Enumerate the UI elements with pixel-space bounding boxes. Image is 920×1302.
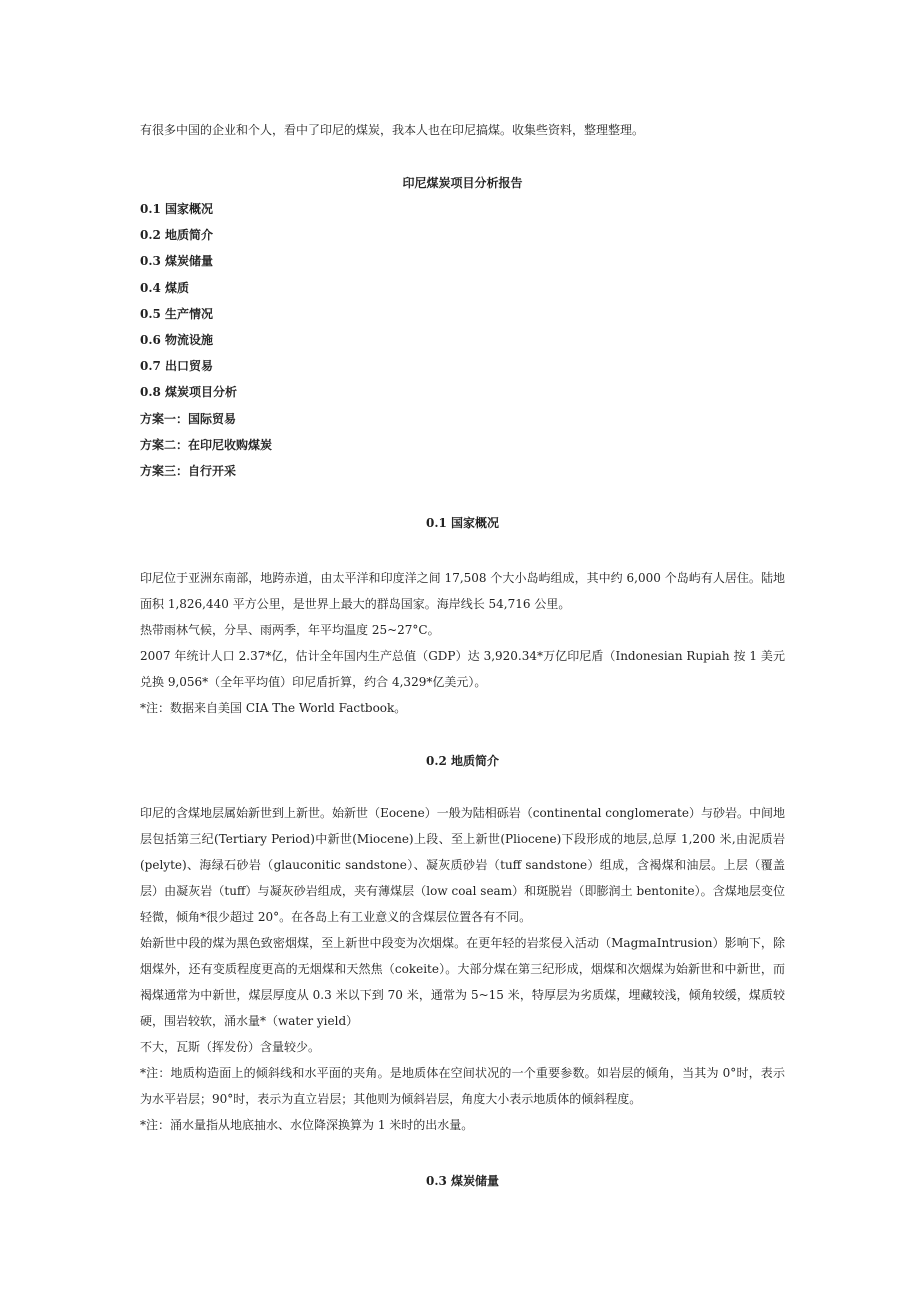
toc-item: 方案三：自行开采 bbox=[140, 464, 237, 479]
toc-item: 0.7 出口贸易 bbox=[140, 359, 214, 374]
section-heading-01: 0.1 国家概况 bbox=[425, 516, 500, 530]
section-body-02 bbox=[140, 800, 785, 1138]
paragraph: 始新世中段的煤为黑色致密烟煤，至上新世中段变为次烟煤。在更年轻的岩浆侵入活动（MagmaIntrusion）影响下，除烟煤外，还有变质程度更高的无烟煤和天然焦（cokeite）。大部分煤在第三纪形成，烟煤和次烟煤为始新世和中新世，而褐煤通常为中新世，煤层厚度从 0.3 米以下到 70 米，通常为 5~15 米，特厚层为劣质煤，埋藏较浅，倾角较缓，煤质较硬，围岩较软，涌水量*（water yield） bbox=[140, 936, 785, 1028]
toc-item: 0.2 地质简介 bbox=[140, 228, 214, 243]
footnote: *注：涌水量指从地底抽水、水位降深换算为 1 米时的出水量。 bbox=[140, 1118, 474, 1132]
paragraph: 不大，瓦斯（挥发份）含量较少。 bbox=[140, 1040, 321, 1054]
section-heading-02: 0.2 地质简介 bbox=[425, 754, 500, 768]
toc-item: 0.3 煤炭储量 bbox=[140, 254, 214, 269]
paragraph: 印尼位于亚洲东南部，地跨赤道，由太平洋和印度洋之间 17,508 个大小岛屿组成，其中约 6,000 个岛屿有人居住。陆地面积 1,826,440 平方公里，是世界上最大的群岛国家。海岸线长 54,716 公里。 bbox=[140, 571, 785, 611]
footnote: *注：地质构造面上的倾斜线和水平面的夹角。是地质体在空间状况的一个重要参数。如岩层的倾角，当其为 0°时，表示为水平岩层；90°时，表示为直立岩层；其他则为倾斜岩层，角度大小表示地质体的倾斜程度。 bbox=[140, 1066, 785, 1106]
toc-item: 0.8 煤炭项目分析 bbox=[140, 385, 238, 400]
paragraph: 印尼的含煤地层属始新世到上新世。始新世（Eocene）一般为陆相砾岩（continental conglomerate）与砂岩。中间地层包括第三纪(Tertiary Period)中新世(Miocene)上段、至上新世(Pliocene)下段形成的地层,总厚 1,200 米,由泥质岩(pelyte)、海绿石砂岩（glauconitic sandstone）、凝灰质砂岩（tuff sandstone）组成，含褐煤和油层。上层（覆盖层）由凝灰岩（tuff）与凝灰砂岩组成，夹有薄煤层（low coal seam）和斑脱岩（即膨润土 bentonite）。含煤地层变位轻微，倾角*很少超过 20°。在各岛上有工业意义的含煤层位置各有不同。 bbox=[140, 806, 785, 924]
toc-item: 方案一：国际贸易 bbox=[140, 411, 237, 426]
footnote: *注：数据来自美国 CIA The World Factbook。 bbox=[140, 701, 407, 715]
intro-paragraph: 有很多中国的企业和个人，看中了印尼的煤炭，我本人也在印尼搞煤。收集些资料，整理整理。 bbox=[140, 123, 645, 137]
toc-item: 0.5 生产情况 bbox=[140, 306, 214, 321]
table-of-contents bbox=[140, 196, 785, 484]
toc-item: 0.4 煤质 bbox=[140, 280, 190, 295]
paragraph: 热带雨林气候，分旱、雨两季，年平均温度 25~27°C。 bbox=[140, 623, 440, 637]
paragraph: 2007 年统计人口 2.37*亿，估计全年国内生产总值（GDP）达 3,920.34*万亿印尼盾（Indonesian Rupiah 按 1 美元兑换 9,056*（全年平均值）印尼盾折算，约合 4,329*亿美元）。 bbox=[140, 649, 785, 689]
report-title: 印尼煤炭项目分析报告 bbox=[402, 176, 523, 190]
section-heading-03: 0.3 煤炭储量 bbox=[425, 1174, 500, 1188]
toc-item: 0.1 国家概况 bbox=[140, 202, 214, 216]
toc-item: 方案二：在印尼收购煤炭 bbox=[140, 437, 273, 452]
toc-item: 0.6 物流设施 bbox=[140, 333, 214, 348]
section-body-01 bbox=[140, 565, 785, 721]
